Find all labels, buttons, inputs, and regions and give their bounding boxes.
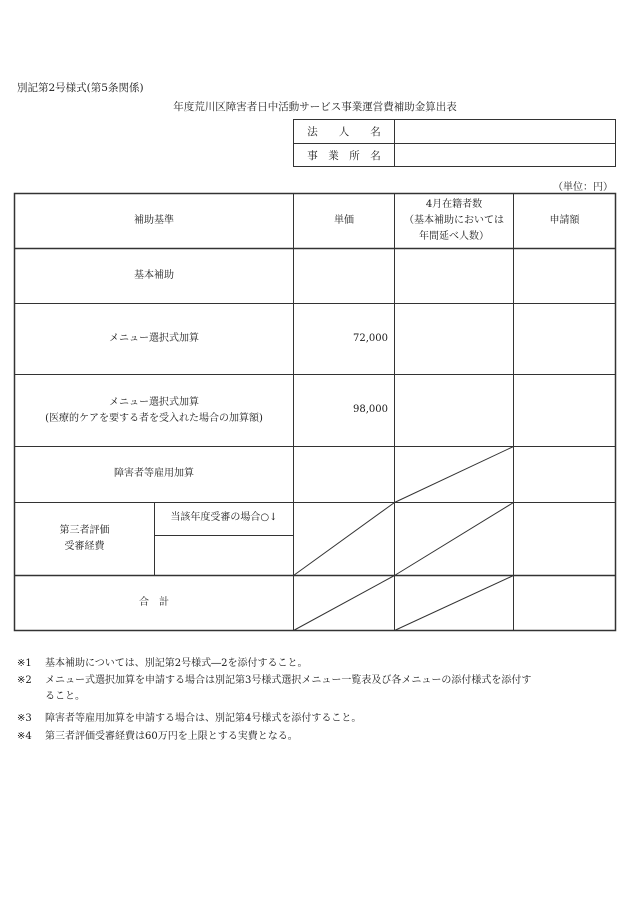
note-1 — [17, 656, 617, 672]
office-name-label: 事 業 所 名 — [307, 150, 381, 162]
row-menu-medical-label-2: (医療的ケアを要する者を受入れた場合の加算額) — [45, 413, 263, 424]
row-employment-label: 障害者等雇用加算 — [114, 468, 194, 479]
note-1-text: 基本補助については、別記第2号様式―2を添付すること。 — [45, 658, 308, 669]
form-number: 別記第2号様式(第5条関係) — [17, 82, 144, 94]
row-menu-medical-label-1: メニュー選択式加算 — [109, 397, 199, 408]
note-3-text: 障害者等雇用加算を申請する場合は、別記第4号様式を添付すること。 — [45, 713, 362, 724]
note-2-text: メニュー式選択加算を申請する場合は別記第3号様式選択メニュー一覧表及び各メニューの添付様式を添付す — [45, 675, 532, 686]
note-4 — [17, 729, 617, 745]
note-4-text: 第三者評価受審経費は60万円を上限とする実費となる。 — [45, 731, 298, 742]
row-third-party-sub: 当該年度受審の場合○↓ — [170, 512, 278, 523]
header-criteria: 補助基準 — [134, 215, 174, 226]
row-basic-label: 基本補助 — [134, 270, 174, 281]
row-menu-label: メニュー選択式加算 — [109, 333, 199, 344]
header-amount: 申請額 — [549, 215, 580, 226]
unit-note: （単位：円） — [553, 182, 613, 193]
header-count-line1: 4月在籍者数 — [425, 199, 483, 210]
note-3 — [17, 711, 617, 727]
row-menu-medical-price: 98,000 — [353, 404, 388, 415]
document-title: 年度荒川区障害者日中活動サービス事業運営費補助金算出表 — [173, 101, 457, 113]
header-count-line3: 年間延べ人数） — [419, 231, 489, 242]
header-count-line2: （基本補助においては — [404, 215, 504, 226]
row-third-party-label-2: 受審経費 — [64, 541, 105, 552]
header-unit-price: 単価 — [334, 215, 354, 226]
note-2-mark: ※2 — [17, 675, 32, 686]
row-total-label: 合 計 — [139, 597, 169, 608]
note-2-continuation: ること。 — [45, 691, 85, 702]
row-menu-price: 72,000 — [353, 333, 388, 344]
row-third-party-label-1: 第三者評価 — [59, 525, 110, 536]
note-1-mark: ※1 — [17, 658, 32, 669]
note-2 — [17, 673, 617, 705]
note-3-mark: ※3 — [17, 713, 32, 724]
corporation-name-label: 法 人 名 — [307, 126, 381, 138]
note-4-mark: ※4 — [17, 731, 32, 742]
